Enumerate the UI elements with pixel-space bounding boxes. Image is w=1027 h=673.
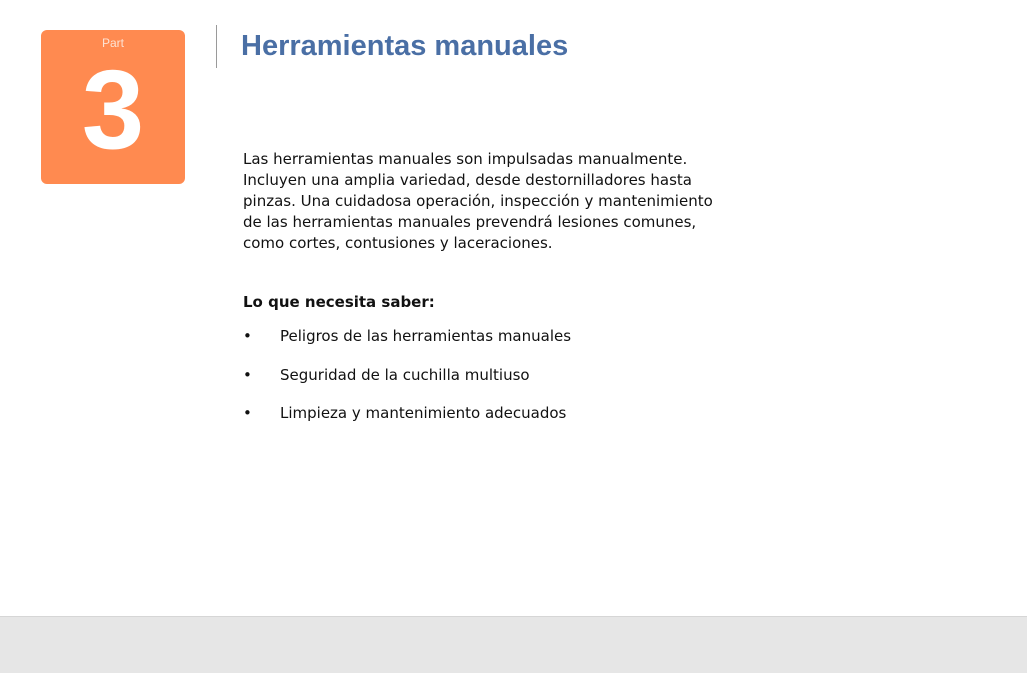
section-subheading: Lo que necesita saber: — [243, 293, 435, 311]
bullet-item — [243, 326, 571, 347]
part-label: Part — [101, 36, 124, 50]
footer-bar — [0, 616, 1027, 673]
bullet-marker: • — [243, 327, 252, 345]
bullet-item — [243, 403, 571, 424]
bullet-text: Seguridad de la cuchilla multiuso — [280, 365, 530, 384]
part-badge — [41, 30, 185, 184]
intro-paragraph: Las herramientas manuales son impulsadas manualmente. Incluyen una amplia variedad, desde destornilladores hasta pinzas. Una cuidadosa operación, inspección y mantenimiento de las herramientas manuales prevendrá lesiones comunes, como cortes, contusiones y laceraciones. — [243, 150, 713, 252]
title-divider — [216, 25, 217, 68]
part-number: 3 — [81, 47, 145, 172]
page-title: Herramientas manuales — [241, 30, 569, 62]
bullet-text: Peligros de las herramientas manuales — [280, 327, 572, 345]
bullet-marker: • — [243, 404, 252, 422]
bullet-list — [243, 326, 571, 442]
bullet-marker: • — [243, 365, 252, 384]
bullet-text: Limpieza y mantenimiento adecuados — [280, 404, 567, 422]
bullet-item — [243, 365, 571, 386]
